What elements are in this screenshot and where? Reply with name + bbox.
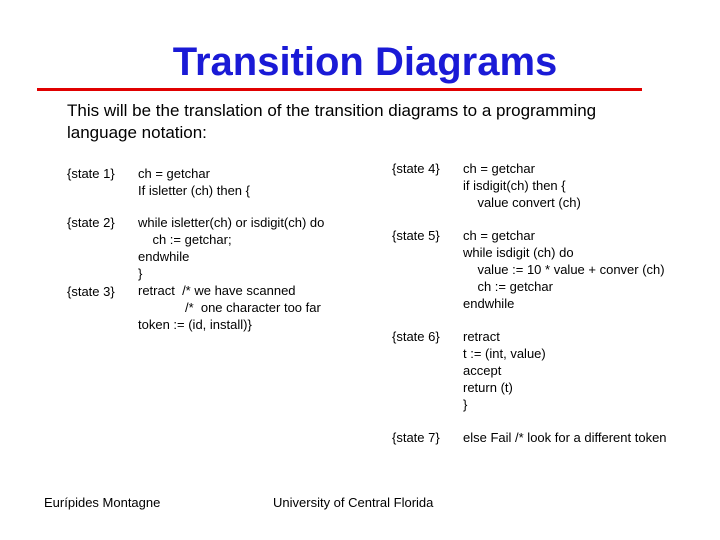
state-1-code: ch = getchar If isletter (ch) then { [138,166,250,198]
state-4-code: ch = getchar if isdigit(ch) then { value convert (ch) [463,161,581,210]
state-2-label: {state 2} [67,215,115,230]
footer-institution: University of Central Florida [273,495,434,510]
slide-title: Transition Diagrams [172,40,558,84]
state-1-label: {state 1} [67,166,115,181]
state-5-code: ch = getchar while isdigit (ch) do value := 10 * value + conver (ch) ch := getchar endwhile [463,228,665,311]
state-2-code: while isletter(ch) or isdigit(ch) do ch := getchar; endwhile } retract /* we have scanned /* one character too far token := (id, install)} [138,215,325,332]
state-7-code: else Fail /* look for a different token [463,430,667,445]
title-underline [37,88,642,91]
intro-text: This will be the translation of the transition diagrams to a programming language notation: [67,101,597,142]
state-3-label: {state 3} [67,284,115,299]
state-4-label: {state 4} [392,161,440,176]
state-7-label: {state 7} [392,430,440,445]
footer-author: Eurípides Montagne [44,495,161,510]
state-6-code: retract t := (int, value) accept return (t) } [463,329,546,412]
state-6-label: {state 6} [392,329,440,344]
state-5-label: {state 5} [392,228,440,243]
